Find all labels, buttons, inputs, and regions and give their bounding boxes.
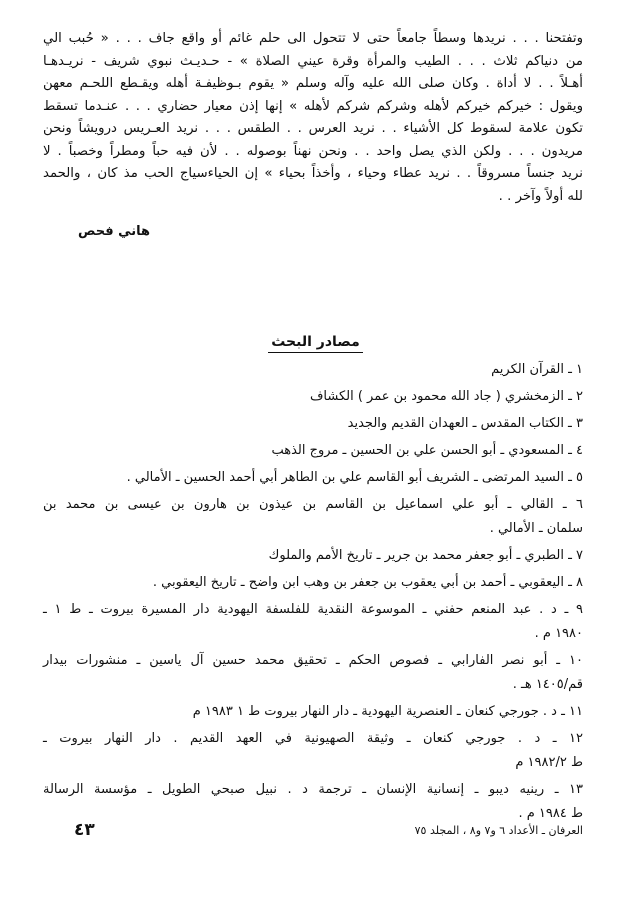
reference-line: ٦ ـ القالي ـ أبو علي اسماعيل بن القاسم بن عيذون بن هارون بن عيسى بن محمد بن: [43, 497, 583, 512]
reference-line: ط ١٩٨٤ م .: [518, 806, 583, 821]
references-title: مصادر البحث: [268, 334, 363, 353]
reference-item: [43, 439, 583, 463]
reference-line: ٩ ـ د . عبد المنعم حفني ـ الموسوعة النقدية للفلسفة اليهودية دار المسيرة بيروت ـ ط ١ ـ: [43, 602, 583, 617]
reference-item: [43, 778, 583, 826]
journal-citation: العرفان ـ الأعداد ٦ و٧ و٨ ، المجلد ٧٥: [414, 824, 583, 837]
reference-line: ط ١٩٨٢/٢ م: [515, 755, 583, 770]
paragraph-line: أهـلاً . . لا أداة . وكان صلى الله عليه وآله وسلم « يقوم بـوظيفـة أهله ويقـطع اللحـم معهن: [43, 76, 583, 91]
paragraph-line: وتفتحنا . . . نريدها وسطاً جامعاً حتى لا تتحول الى حلم غائم أو واقع جاف . . . « حُبب الي: [43, 31, 583, 46]
reference-item: [43, 571, 583, 595]
paragraph-line: نريد جنساً مسروقاً . . نريد عطاء وحياء ، وأخذاً بحياء » إن الحياءسياج الحب مذ كان ، والحمد: [43, 166, 583, 181]
page-number: ٤٣: [74, 820, 95, 840]
reference-item: [43, 358, 583, 382]
references-heading: [0, 334, 631, 350]
reference-line: ٤ ـ المسعودي ـ أبو الحسن علي بن الحسين ـ مروج الذهب: [271, 443, 583, 458]
reference-item: [43, 493, 583, 541]
paragraph-line: من دنياكم ثلاث . . . الطيب والمرأة وقرة عيني الصلاة » - حـديـث نبوي شريف - نريـدهـا: [43, 53, 583, 69]
reference-line: سلمان ـ الأمالي .: [489, 521, 583, 536]
article-closing-paragraph: [43, 28, 583, 208]
paragraph-line: ويقول : خيركم خيركم لأهله وشركم شركم لأهله » إنها إذن معيار حضاري . . . عنـدما تسقط: [43, 98, 583, 114]
reference-line: ٥ ـ السيد المرتضى ـ الشريف أبو القاسم علي بن الطاهر أبي أحمد الحسين ـ الأمالي .: [126, 470, 583, 485]
reference-item: [43, 598, 583, 646]
references-list: [43, 358, 583, 829]
page-footer: [74, 820, 583, 844]
reference-line: ٨ ـ اليعقوبي ـ أحمد بن أبي يعقوب بن جعفر بن وهب ابن واضح ـ تاريخ اليعقوبي .: [152, 575, 583, 590]
reference-line: ١١ ـ د . جورجي كنعان ـ العنصرية اليهودية ـ دار النهار بيروت ط ١ ١٩٨٣ م: [192, 704, 583, 719]
reference-line: ١٩٨٠ م .: [534, 626, 583, 641]
reference-item: [43, 649, 583, 697]
reference-line: ٢ ـ الزمخشري ( جاد الله محمود بن عمر ) الكشاف: [309, 389, 583, 404]
paragraph-line: لله أولاً وآخر . .: [498, 188, 583, 204]
reference-line: ١٢ ـ د . جورجي كنعان ـ وثيقة الصهيونية في العهد القديم . دار النهار بيروت ـ: [43, 731, 583, 746]
reference-line: ٣ ـ الكتاب المقدس ـ العهدان القديم والجديد: [347, 416, 583, 431]
reference-item: [43, 385, 583, 409]
reference-line: قم/١٤٠٥ هـ .: [512, 677, 583, 692]
reference-line: ٧ ـ الطبري ـ أبو جعفر محمد بن جرير ـ تاريخ الأمم والملوك: [268, 548, 583, 563]
reference-item: [43, 466, 583, 490]
reference-line: ١٠ ـ أبو نصر الفارابي ـ فصوص الحكم ـ تحقيق محمد حسين آل ياسين ـ منشورات بيدار: [43, 653, 583, 668]
reference-item: [43, 544, 583, 568]
reference-item: [43, 700, 583, 724]
paragraph-line: تكون علامة لسقوط كل الأشياء . . نريد العرس . . الطقس . . . نريد العـريس درويشاً ونحن: [43, 121, 583, 136]
reference-item: [43, 727, 583, 775]
paragraph-line: مريدون . . . ولكن الذي يصل واحد . . ونحن نهناً بوصوله . . لأن فيه حباً ومطراً وخصباً . لا: [43, 143, 583, 159]
reference-line: ١ ـ القرآن الكريم: [491, 362, 583, 377]
author-signature: هاني فحص: [78, 224, 151, 239]
reference-line: ١٣ ـ رينيه ديبو ـ إنسانية الإنسان ـ ترجمة د . نبيل صبحي الطويل ـ مؤسسة الرسالة: [43, 782, 583, 797]
reference-item: [43, 412, 583, 436]
